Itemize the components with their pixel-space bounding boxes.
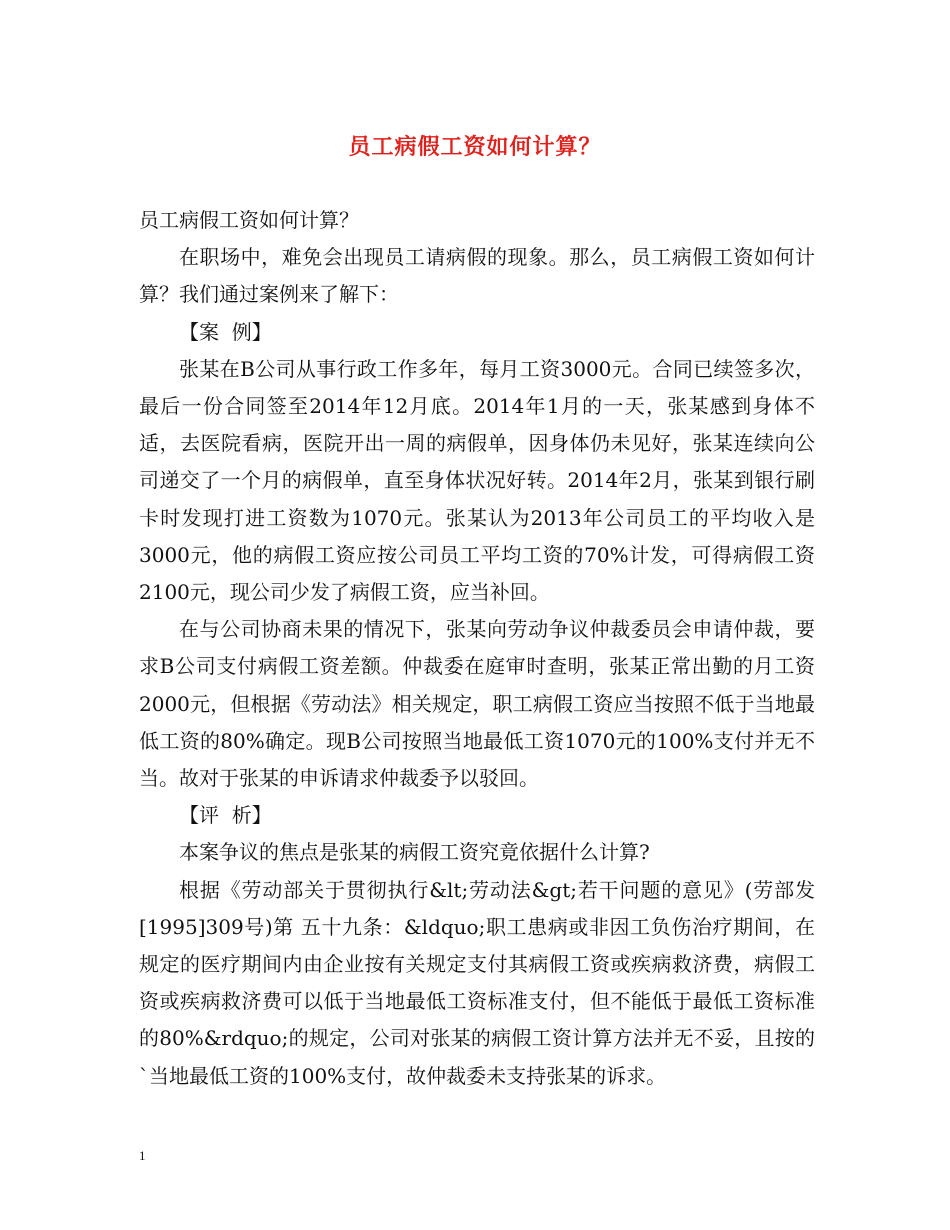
section-heading-case: 【案 例】 <box>179 319 272 344</box>
section-heading-analysis: 【评 析】 <box>179 803 272 828</box>
document-body <box>139 202 815 1095</box>
page-number: 1 <box>139 1148 146 1163</box>
paragraph-case-facts: 张某在B公司从事行政工作多年，每月工资3000元。合同已续签多次，最后一份合同签至2014年12月底。2014年1月的一天，张某感到身体不适，去医院看病，医院开出一周的病假单，因身体仍未见好，张某连续向公司递交了一个月的病假单，直至身体状况好转。2014年2月，张某到银行刷卡时发现打进工资数为1070元。张某认为2013年公司员工的平均收入是3000元，他的病假工资应按公司员工平均工资的70%计发，可得病假工资2100元，现公司少发了病假工资，应当补回。 <box>139 356 815 605</box>
paragraph-subtitle: 员工病假工资如何计算？ <box>139 208 359 232</box>
paragraph-focus: 本案争议的焦点是张某的病假工资究竟依据什么计算? <box>179 840 650 865</box>
paragraph-arbitration: 在与公司协商未果的情况下，张某向劳动争议仲裁委员会申请仲裁，要求B公司支付病假工资差额。仲裁委在庭审时查明，张某正常出勤的月工资2000元，但根据《劳动法》相关规定，职工病假工资应当按照不低于当地最低工资的80%确定。现B公司按照当地最低工资1070元的100%支付并无不当。故对于张某的申诉请求仲裁委予以驳回。 <box>139 617 815 791</box>
paragraph-legal-basis: 根据《劳动部关于贯彻执行&lt;劳动法&gt;若干问题的意见》(劳部发[1995]309号)第 五十九条：&ldquo;职工患病或非因工负伤治疗期间，在规定的医疗期间内由企业按有关规定支付其病假工资或疾病救济费，病假工资或疾病救济费可以低于当地最低工资标准支付，但不能低于最低工资标准的80%&rdquo;的规定，公司对张某的病假工资计算方法并无不妥，且按的`当地最低工资的100%支付，故仲裁委未支持张某的诉求。 <box>139 877 815 1088</box>
document-title: 员工病假工资如何计算？ <box>348 134 602 160</box>
paragraph-intro: 在职场中，难免会出现员工请病假的现象。那么，员工病假工资如何计算？我们通过案例来了解下： <box>139 245 815 307</box>
